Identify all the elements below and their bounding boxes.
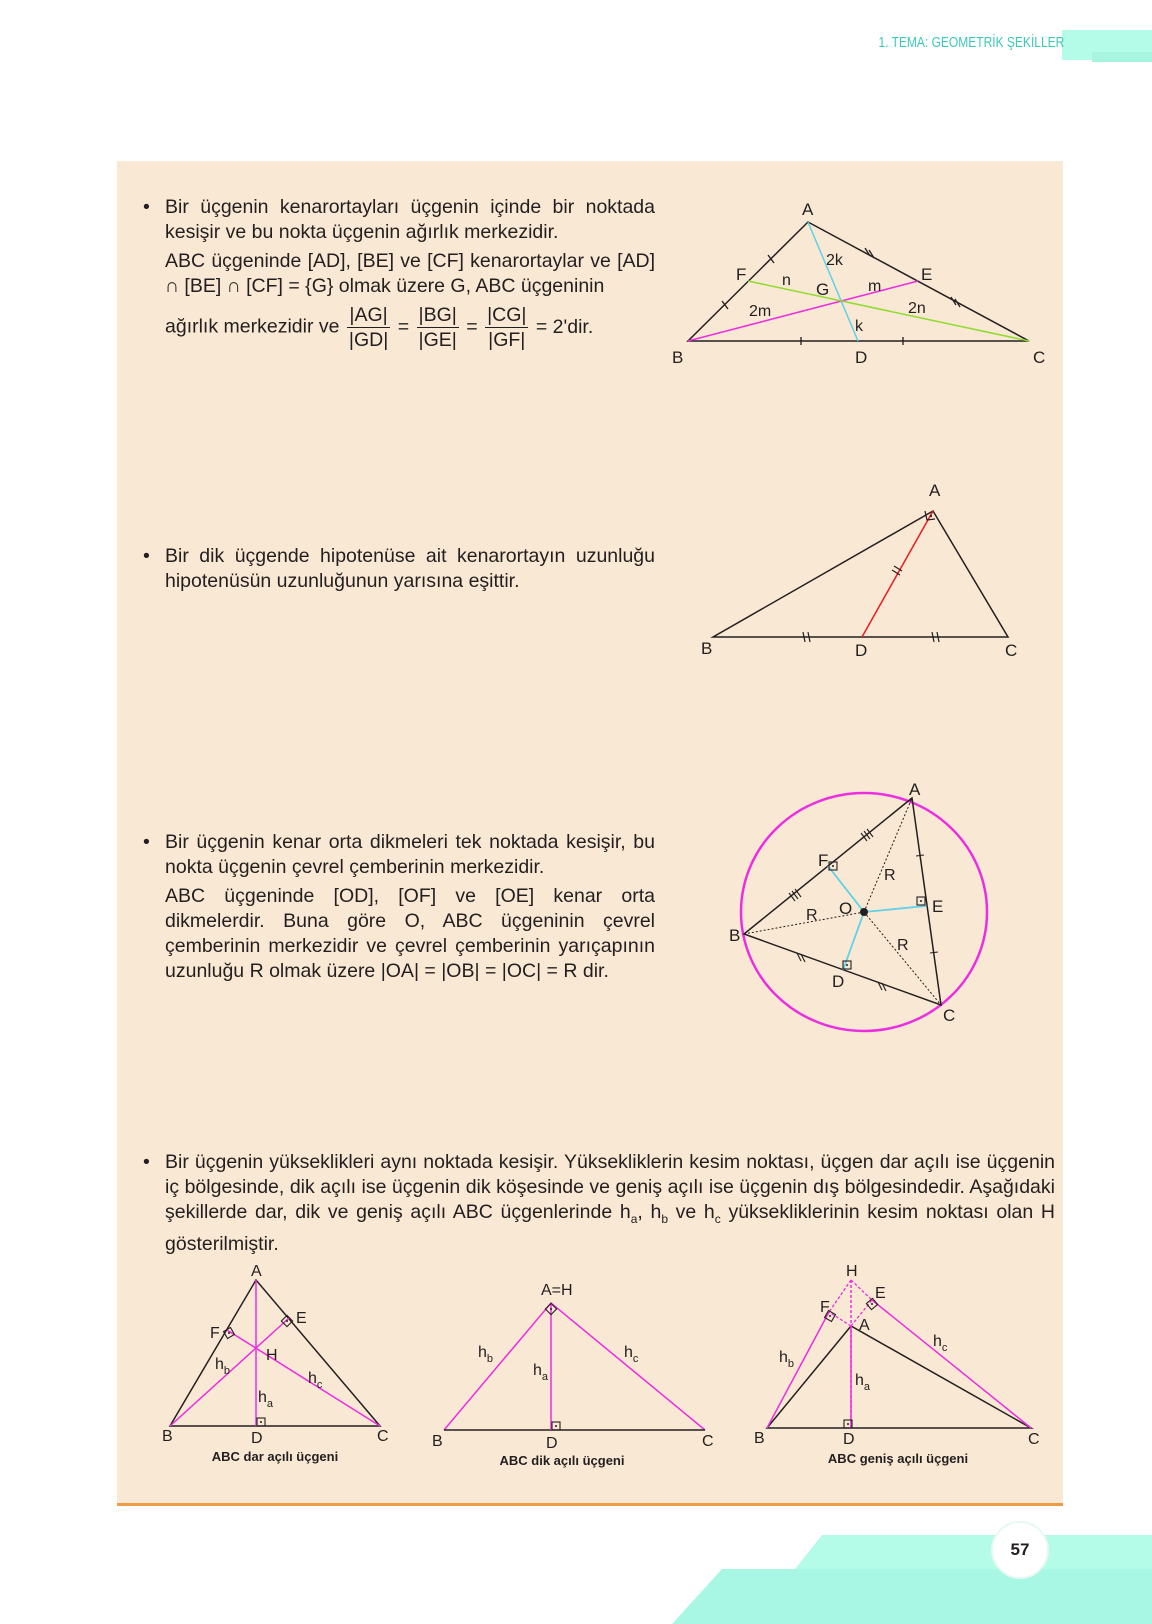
- altitude-label-hc: [624, 1344, 639, 1365]
- bullet: •: [143, 545, 150, 567]
- point-label-d: D: [832, 972, 845, 991]
- figure-caption: ABC geniş açılı üçgeni: [827, 1451, 969, 1466]
- altitude-label-hb: [779, 1349, 794, 1370]
- altitude-label-hb: [478, 1344, 493, 1365]
- vertex-label-c: C: [1028, 1431, 1040, 1448]
- radius-label-r: R: [884, 867, 896, 884]
- altitude-h: h: [779, 1349, 788, 1366]
- vertex-label-c: C: [702, 1433, 714, 1450]
- centroid-ratio: [165, 303, 655, 352]
- center-label-o: O: [839, 899, 853, 918]
- altitude-subscript: b: [486, 1353, 494, 1365]
- altitude-label-hc: [308, 1370, 323, 1391]
- section2-text: [143, 544, 655, 598]
- altitude-h: h: [855, 1372, 864, 1389]
- segment-label-2n: 2n: [908, 300, 926, 317]
- page-number: 57: [991, 1521, 1049, 1579]
- fraction-denominator: |GE|: [418, 329, 457, 351]
- altitude-subscript: b: [223, 1365, 231, 1377]
- section1-text: [143, 195, 655, 352]
- altitude-subscript: c: [941, 1342, 948, 1354]
- altitude-label-hb: [215, 1356, 230, 1377]
- section3-line2: ABC üçgeninde [OD], [OF] ve [OE] kenar orta dikmelerdir. Buna göre O, ABC üçgeninin çevrel çemberinin merkezidir ve çevrel çemberinin yarıçapının uzunluğu R olmak üzere |OA| = |OB| = |OC| = R dir.: [165, 885, 655, 982]
- vertex-label-a: A: [251, 1263, 262, 1280]
- altitude-h: h: [624, 1344, 633, 1361]
- circumcircle-diagram: [657, 781, 1063, 1201]
- point-label-d: D: [546, 1435, 558, 1452]
- orthocenter-label-h: H: [846, 1263, 858, 1280]
- fraction-bg-ge: [417, 303, 459, 352]
- vertex-label-a: A: [929, 481, 941, 500]
- point-label-d: D: [251, 1430, 263, 1447]
- vertex-label-b: B: [162, 1428, 173, 1445]
- section4-text-part1: Bir üçgenin yükseklikleri aynı noktada kesişir. Yüksekliklerin kesim noktası, üçgen dar açılı ise üçgenin iç bölgesinde, dik açılı ise üçgenin dik köşesinde ve geniş açılı ise üçgenin dış bölgesindedir. Aşağıdaki şekillerde dar, dik ve geniş açılı ABC üçgenlerinde h: [165, 1151, 1055, 1223]
- radius-label-r: R: [897, 937, 909, 954]
- fraction-numerator: |BG|: [418, 304, 457, 326]
- fraction-numerator: |AG|: [347, 303, 390, 328]
- equals-sign: =: [466, 316, 478, 338]
- orthocenter-label-h: H: [266, 1347, 278, 1364]
- altitude-subscript: a: [541, 1371, 549, 1383]
- vertex-label-b: B: [432, 1433, 443, 1450]
- subscript-a: a: [630, 1211, 638, 1226]
- vertex-label-a: A: [909, 780, 921, 799]
- point-label-d: D: [843, 1431, 855, 1448]
- ratio-prefix: ağırlık merkezidir ve: [165, 315, 340, 338]
- point-label-e: E: [932, 897, 944, 916]
- section4-sep1: , h: [637, 1201, 662, 1223]
- radius-label-r: R: [806, 907, 818, 924]
- point-label-f: F: [736, 265, 747, 284]
- point-label-d: D: [855, 348, 868, 367]
- altitude-subscript: c: [316, 1379, 323, 1391]
- fraction-denominator: |GD|: [348, 329, 389, 351]
- altitude-label-ha: [258, 1389, 274, 1410]
- vertex-label-b: B: [729, 926, 741, 945]
- section3-text: [143, 830, 655, 988]
- section4-paragraph: [165, 1150, 1055, 1257]
- point-label-f: F: [210, 1325, 220, 1342]
- altitude-label-ha: [855, 1372, 871, 1393]
- content-box: [117, 161, 1063, 1506]
- altitude-subscript: c: [632, 1353, 639, 1365]
- fraction-ag-gd: [347, 303, 390, 352]
- point-label-e: E: [921, 265, 933, 284]
- orthocenter-diagrams: [157, 1249, 1040, 1468]
- right-triangle-figure: [432, 1282, 714, 1468]
- vertex-label-a: A: [859, 1317, 870, 1334]
- right-triangle-median-diagram: [657, 461, 1063, 831]
- acute-triangle-figure: [162, 1263, 389, 1464]
- vertex-label-c: C: [1005, 641, 1018, 660]
- bullet: •: [143, 1151, 150, 1173]
- fraction-cg-gf: [485, 303, 528, 352]
- vertex-label-b: B: [754, 1430, 765, 1447]
- altitude-subscript: b: [787, 1358, 795, 1370]
- altitude-h: h: [215, 1356, 224, 1373]
- altitude-h: h: [933, 1333, 942, 1350]
- point-label-e: E: [296, 1310, 307, 1327]
- figure-caption: ABC dar açılı üçgeni: [211, 1449, 339, 1464]
- header-title: 1. TEMA: GEOMETRİK ŞEKİLLER: [878, 34, 1064, 51]
- altitude-subscript: a: [266, 1398, 274, 1410]
- ratio-result: = 2'dir.: [535, 316, 594, 338]
- section3-line1: Bir üçgenin kenar orta dikmeleri tek noktada kesişir, bu nokta üçgenin çevrel çemberinin merkezidir.: [165, 831, 655, 878]
- fraction-denominator: |GF|: [488, 329, 526, 351]
- section1-line2: ABC üçgeninde [AD], [BE] ve [CF] kenarortaylar ve [AD] ∩ [BE] ∩ [CF] = {G} olmak üzere G, ABC üçgeninin: [165, 250, 655, 297]
- altitude-h: h: [533, 1362, 542, 1379]
- section1-line1: Bir üçgenin kenarortayları üçgenin içinde bir noktada kesişir ve bu nokta üçgenin ağırlık merkezidir.: [165, 196, 655, 243]
- header-tab-shadow: [1092, 52, 1152, 62]
- altitude-h: h: [308, 1370, 317, 1387]
- vertex-label-a: A: [802, 200, 814, 219]
- section4-text-part2: yüksekliklerinin kesim noktası olan H gösterilmiştir.: [165, 1201, 1055, 1255]
- subscript-c: c: [714, 1211, 721, 1226]
- vertex-label-b: B: [701, 639, 713, 658]
- section4-sep2: ve h: [668, 1201, 715, 1223]
- point-label-e: E: [875, 1285, 886, 1302]
- vertex-label-c: C: [1033, 348, 1046, 367]
- segment-label-2m: 2m: [749, 303, 772, 320]
- obtuse-triangle-figure: [754, 1263, 1040, 1466]
- footer-decoration: [0, 1535, 1152, 1624]
- segment-label-m: m: [868, 278, 882, 295]
- bullet: •: [143, 196, 150, 218]
- vertex-label-b: B: [672, 348, 684, 367]
- equals-sign: =: [397, 316, 410, 338]
- figure-caption: ABC dik açılı üçgeni: [499, 1453, 625, 1468]
- point-label-f: F: [818, 851, 829, 870]
- fraction-numerator: |CG|: [487, 304, 527, 326]
- section2-paragraph: Bir dik üçgende hipotenüse ait kenarortayın uzunluğu hipotenüsün uzunluğunun yarısına eşittir.: [165, 545, 655, 592]
- altitude-label-ha: [533, 1362, 549, 1383]
- subscript-b: b: [661, 1211, 668, 1226]
- midpoint-label-d: D: [855, 641, 868, 660]
- bullet: •: [143, 831, 150, 853]
- segment-label-n: n: [782, 272, 791, 289]
- vertex-label-c: C: [943, 1006, 956, 1025]
- point-label-f: F: [820, 1299, 830, 1316]
- altitude-h: h: [478, 1344, 487, 1361]
- altitude-h: h: [258, 1389, 267, 1406]
- page-header: [852, 30, 1152, 60]
- vertex-label-a-equals-h: A=H: [541, 1282, 573, 1299]
- centroid-label-g: G: [816, 280, 830, 299]
- vertex-label-c: C: [377, 1428, 389, 1445]
- altitude-subscript: a: [863, 1381, 871, 1393]
- segment-label-2k: 2k: [826, 252, 843, 269]
- section4-text: [143, 1150, 1055, 1261]
- segment-label-k: k: [855, 318, 863, 335]
